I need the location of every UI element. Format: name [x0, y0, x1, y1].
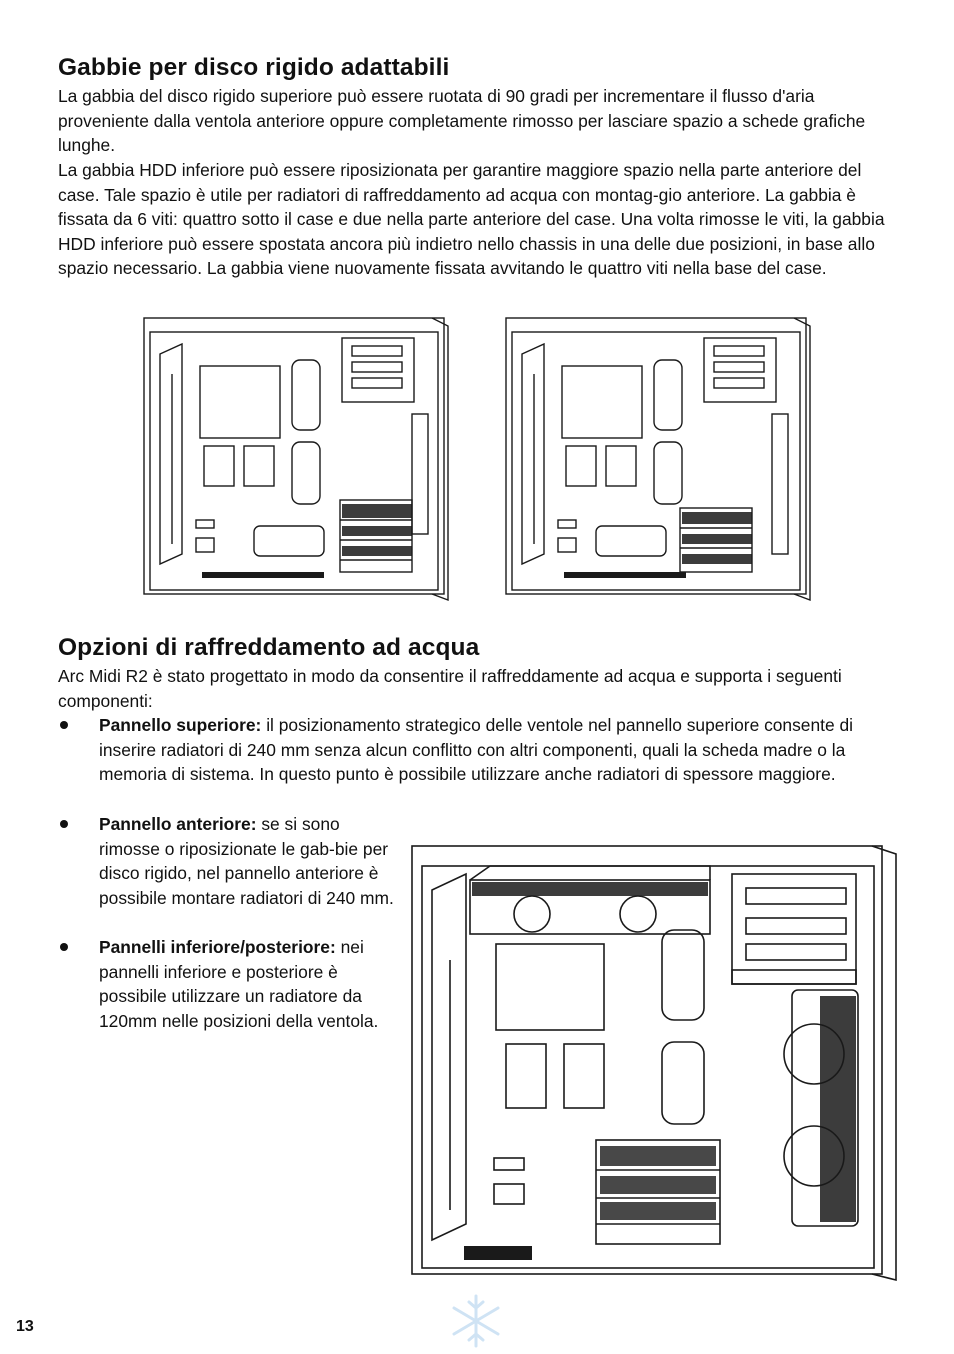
bullet-title: Pannelli inferiore/posteriore: [99, 937, 336, 957]
paragraph-hdd-upper: La gabbia del disco rigido superiore può essere ruotata di 90 gradi per incrementare il flusso d'aria proveniente dalla ventola anteriore oppure completamente rimosso per lasciare spazio a schede grafiche lunghe. [58, 86, 866, 156]
bullet-dot [60, 943, 68, 951]
page-number: 13 [16, 1318, 34, 1335]
paragraph-water-cooling-intro: Arc Midi R2 è stato progettato in modo da consentire il raffreddamente ad acqua e supporta i seguenti componenti: [58, 666, 842, 711]
bullet-title: Pannello superiore: [99, 715, 262, 735]
bullet-dot [60, 820, 68, 828]
bullet-text: se si sono rimosse o riposizionate le gab-bie per disco rigido, nel pannello anteriore è possibile montare radiatori di 240 mm. [99, 814, 394, 908]
section-heading-water-cooling: Opzioni di raffreddamento ad acqua [58, 634, 480, 661]
snowflake-icon [445, 1292, 507, 1350]
bullet-text: nei pannelli inferiore e posteriore è possibile utilizzare un radiatore da 120mm nelle posizioni della ventola. [99, 937, 379, 1031]
bullet-top-panel [99, 713, 899, 787]
paragraph-hdd-lower: La gabbia HDD inferiore può essere riposizionata per garantire maggiore spazio nella parte anteriore del case. Tale spazio è utile per radiatori di raffreddamento ad acqua con montag-gio anteriore. La gabbia è fissata da 6 viti: quattro sotto il case e due nella parte anteriore del case. Una volta rimosse le viti, la gabbia HDD inferiore può essere spostata ancora più indietro nello chassis in una delle due posizioni, in base allo spazio necessario. La gabbia viene nuovamente fissata avvitando le quattro viti nella base del case. [58, 160, 885, 279]
section-heading-hdd-cages: Gabbie per disco rigido adattabili [58, 54, 450, 81]
case-illustration-right [504, 314, 818, 606]
bullet-title: Pannello anteriore: [99, 814, 257, 834]
bullet-front-panel [99, 812, 399, 910]
bullet-dot [60, 721, 68, 729]
bullet-text: il posizionamento strategico delle ventole nel pannello superiore consente di inserire radiatori di 240 mm senza alcun conflitto con altri componenti, quali la scheda madre o la memoria di sistema. In questo punto è possibile utilizzare anche radiatori di spessore maggiore. [99, 715, 854, 785]
bullet-bottom-rear-panel [99, 935, 399, 1033]
case-illustration-left [142, 314, 454, 606]
case-radiator-illustration [410, 840, 902, 1284]
